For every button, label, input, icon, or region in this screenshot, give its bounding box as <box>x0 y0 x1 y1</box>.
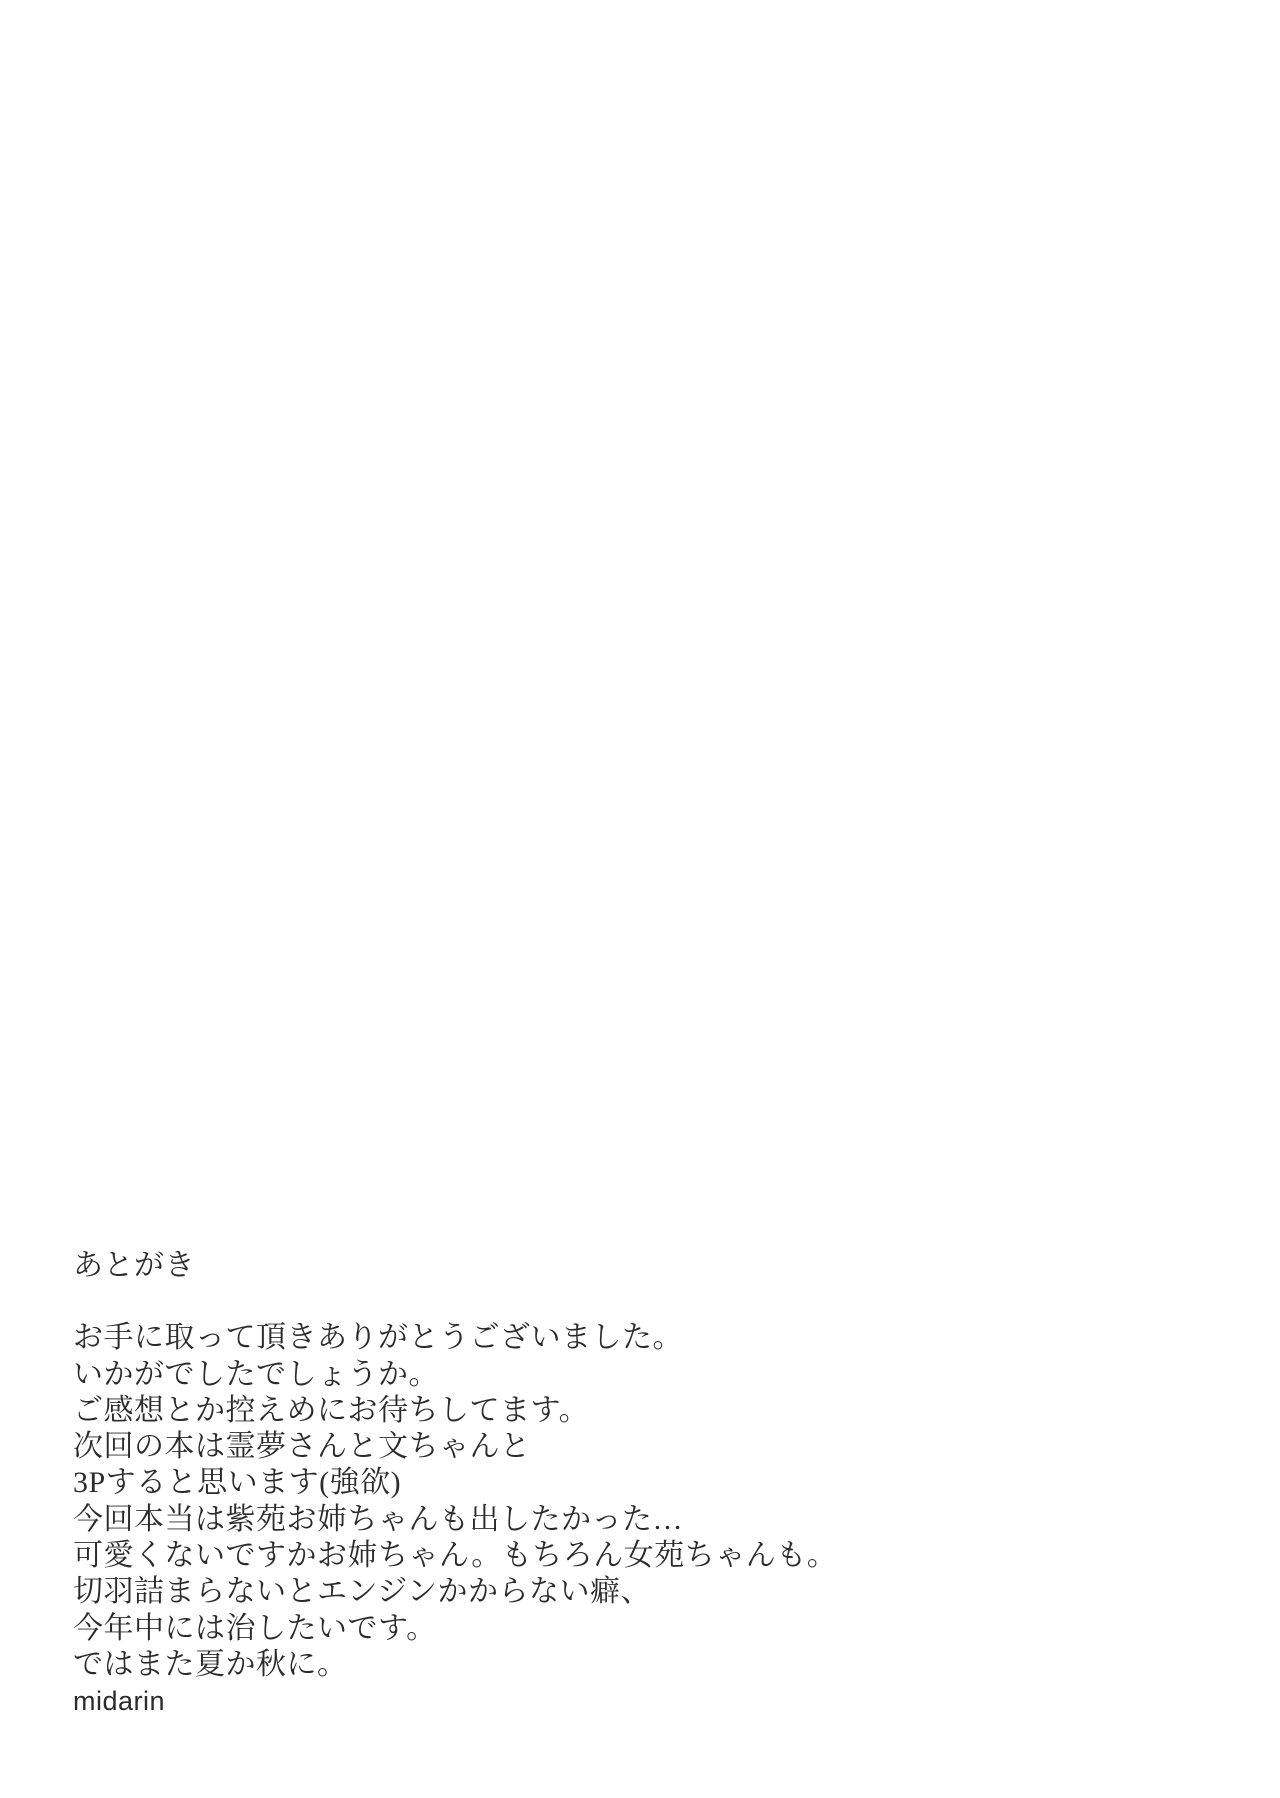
afterword-line: 可愛くないですかお姉ちゃん。もちろん女苑ちゃんも。 <box>73 1539 838 1573</box>
afterword-line: ご感想とか控えめにお待ちしてます。 <box>73 1393 590 1427</box>
afterword-block <box>73 1248 973 1720</box>
afterword-line: 次回の本は霊夢さんと文ちゃんと <box>73 1430 531 1464</box>
afterword-body <box>73 1320 973 1683</box>
author-signature: midarin <box>73 1686 166 1717</box>
afterword-line: 3Pすると思います(強欲) <box>73 1466 402 1500</box>
afterword-title: あとがき <box>73 1249 195 1282</box>
afterword-line: ではまた夏か秋に。 <box>73 1647 348 1681</box>
afterword-line: いかがでしたでしょうか。 <box>73 1357 439 1391</box>
afterword-line: 今年中には治したいです。 <box>73 1611 437 1645</box>
afterword-line: お手に取って頂きありがとうございました。 <box>73 1321 683 1355</box>
afterword-line: 切羽詰まらないとエンジンかからない癖、 <box>73 1575 651 1609</box>
afterword-line: 今回本当は紫苑お姉ちゃんも出したかった… <box>73 1502 683 1536</box>
